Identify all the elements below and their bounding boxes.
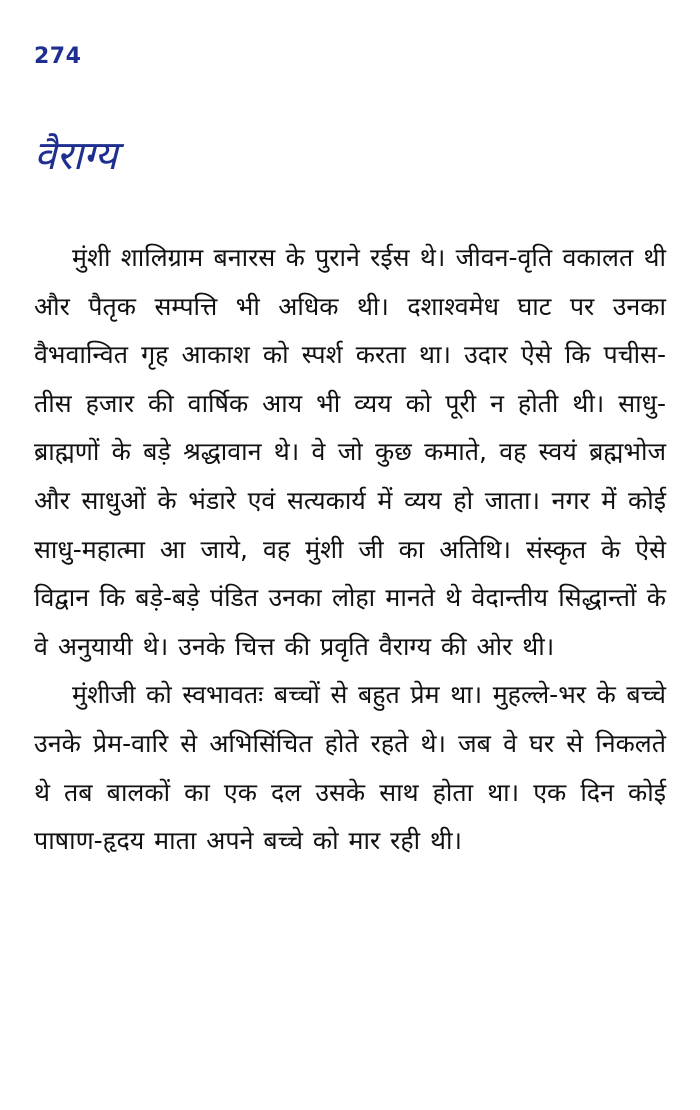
- page-number: 274: [34, 44, 82, 69]
- chapter-title: वैराग्य: [34, 133, 118, 179]
- paragraph: मुंशीजी को स्वभावतः बच्चों से बहुत प्रेम था। मुहल्ले-भर के बच्चे उनके प्रेम-वारि से अभिसिंचित होते रहते थे। जब वे घर से निकलते थे तब बालकों का एक दल उसके साथ होता था। एक दिन कोई पाषाण-हृदय माता अपने बच्चे को मार रही थी।: [34, 680, 666, 856]
- paragraph: मुंशी शालिग्राम बनारस के पुराने रईस थे। जीवन-वृति वकालत थी और पैतृक सम्पत्ति भी अधिक थी। दशाश्वमेध घाट पर उनका वैभवान्वित गृह आकाश को स्पर्श करता था। उदार ऐसे कि पचीस-तीस हजार की वार्षिक आय भी व्यय को पूरी न होती थी। साधु-ब्राह्मणों के बड़े श्रद्धावान थे। वे जो कुछ कमाते, वह स्वयं ब्रह्मभोज और साधुओं के भंडारे एवं सत्यकार्य में व्यय हो जाता। नगर में कोई साधु-महात्मा आ जाये, वह मुंशी जी का अतिथि। संस्कृत के ऐसे विद्वान कि बड़े-बड़े पंडित उनका लोहा मानते थे वेदान्तीय सिद्धान्तों के वे अनुयायी थे। उनके चित्त की प्रवृति वैराग्य की ओर थी।: [34, 243, 666, 661]
- body-text: [34, 234, 666, 866]
